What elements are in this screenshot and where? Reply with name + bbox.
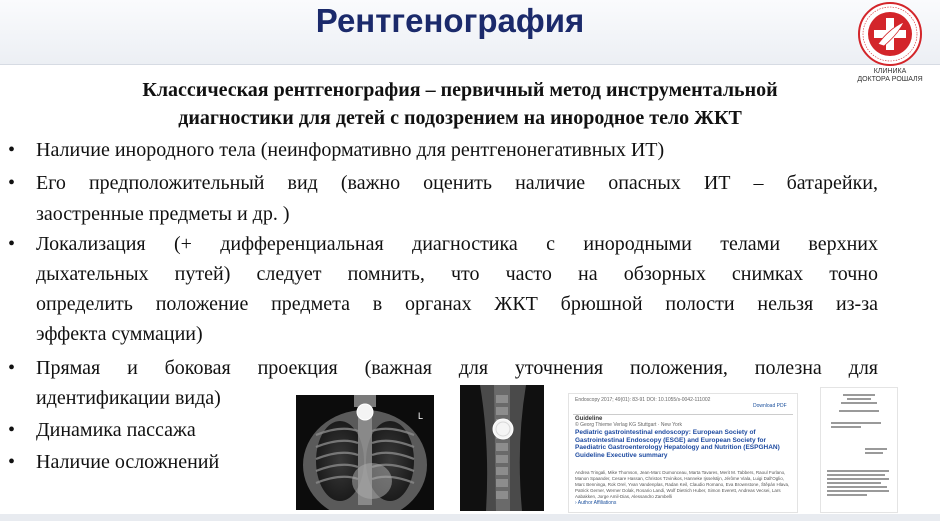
doc-line bbox=[827, 490, 889, 492]
article-doi-line: Endoscopy 2017; 49(01): 83-91 DOI: 10.1055/s-0042-111002 bbox=[575, 397, 711, 403]
bullet-dot: • bbox=[8, 139, 16, 161]
doc-line bbox=[827, 478, 889, 480]
doc-line bbox=[831, 426, 861, 428]
article-affiliations: › Author Affiliations bbox=[575, 500, 617, 506]
bullet-dot: • bbox=[8, 451, 16, 473]
doc-line bbox=[839, 410, 879, 412]
bullet-3-line2: дыхательных путей) следует помнить, что часто на обзорных снимках точно bbox=[36, 263, 878, 285]
doc-line bbox=[865, 452, 883, 454]
doc-line bbox=[847, 398, 871, 400]
article-divider bbox=[573, 414, 793, 415]
article-title: Pediatric gastrointestinal endoscopy: European Society of Gastrointestinal Endoscopy (ESGE) and European Society for Paediatric Gastroenterology Hepatology and Nutrition (ESPGHAN) Guideline Executive summary bbox=[575, 429, 780, 459]
article-authors: Andrea Tringali, Mike Thomson, Jean-Marc Dumonceau, Marta Tavares, Merit M. Tabbers, Raoul Furlano, Manon Spaander, Cesare Hassan, Christos Tzvinikos, Hanneke Ijsselstijn, Jérôme Viala, Luigi Dall'Oglio, Marc Benninga, Rok Orel, Yvan Vandenplas, Radan Keil, Claudio Romano, Eva Brownstone, Štěpán Hlava, Patrick Gerner, Werner Dolak, Rosario Landi, Wolf Dietrich Huber, Simon Everett, Andreas Vecsei, Lars Aabakken, Jorge Amil-Dias, Alessandro Zambelli bbox=[575, 470, 790, 499]
bullet-2-line2: заостренные предметы и др. ) bbox=[36, 203, 290, 225]
xray-frontal-image bbox=[296, 395, 434, 510]
subtitle-line2: диагностики для детей с подозрением на инородное тело ЖКТ bbox=[178, 107, 742, 129]
logo-caption-line2: ДОКТОРА РОШАЛЯ bbox=[857, 76, 923, 83]
doc-line bbox=[841, 402, 877, 404]
bullet-4-line1: Прямая и боковая проекция (важная для уточнения положения, полезна для bbox=[36, 357, 878, 379]
xray-side-marker: L bbox=[418, 411, 424, 421]
subtitle-line1: Классическая рентгенография – первичный метод инструментальной bbox=[142, 79, 778, 101]
clinic-emblem-icon bbox=[854, 0, 926, 68]
bullet-6-line1: Наличие осложнений bbox=[36, 451, 220, 473]
doc-line bbox=[843, 394, 875, 396]
bullet-2-line1: Его предположительный вид (важно оценить наличие опасных ИТ – батарейки, bbox=[36, 172, 878, 194]
journal-article-screenshot bbox=[568, 393, 798, 513]
page-title: Рентгенография bbox=[315, 2, 585, 39]
xray-lateral-image bbox=[460, 385, 544, 511]
logo-caption-line1: КЛИНИКА bbox=[873, 68, 907, 75]
bullet-dot: • bbox=[8, 233, 16, 255]
bullet-dot: • bbox=[8, 357, 16, 379]
bullet-3-line3: определить положение предмета в органах ЖКТ брюшной полости нельзя из-за bbox=[36, 293, 878, 315]
slide-header bbox=[0, 0, 940, 65]
bullet-dot: • bbox=[8, 172, 16, 194]
article-publisher: © Georg Thieme Verlag KG Stuttgart · New York bbox=[575, 422, 682, 428]
bullet-3-line4: эффекта суммации) bbox=[36, 323, 203, 345]
bullet-dot: • bbox=[8, 419, 16, 441]
doc-line bbox=[865, 448, 887, 450]
bullet-5-line1: Динамика пассажа bbox=[36, 419, 196, 441]
bullet-3-line1: Локализация (+ дифференциальная диагностика с инородными телами верхних bbox=[36, 233, 878, 255]
doc-line bbox=[827, 486, 887, 488]
bullet-4-line2: идентификации вида) bbox=[36, 387, 221, 409]
slide-footer-bar bbox=[0, 514, 940, 521]
bullet-1-line1: Наличие инородного тела (неинформативно для рентгенонегативных ИТ) bbox=[36, 139, 665, 161]
download-pdf-link: Download PDF bbox=[753, 403, 787, 409]
article-type: Guideline bbox=[575, 416, 603, 422]
doc-line bbox=[827, 474, 885, 476]
slide-subtitle bbox=[40, 76, 880, 132]
document-page-thumbnail bbox=[820, 387, 898, 513]
doc-line bbox=[831, 422, 881, 424]
doc-line bbox=[827, 482, 881, 484]
doc-line bbox=[827, 494, 867, 496]
doc-line bbox=[827, 470, 889, 472]
